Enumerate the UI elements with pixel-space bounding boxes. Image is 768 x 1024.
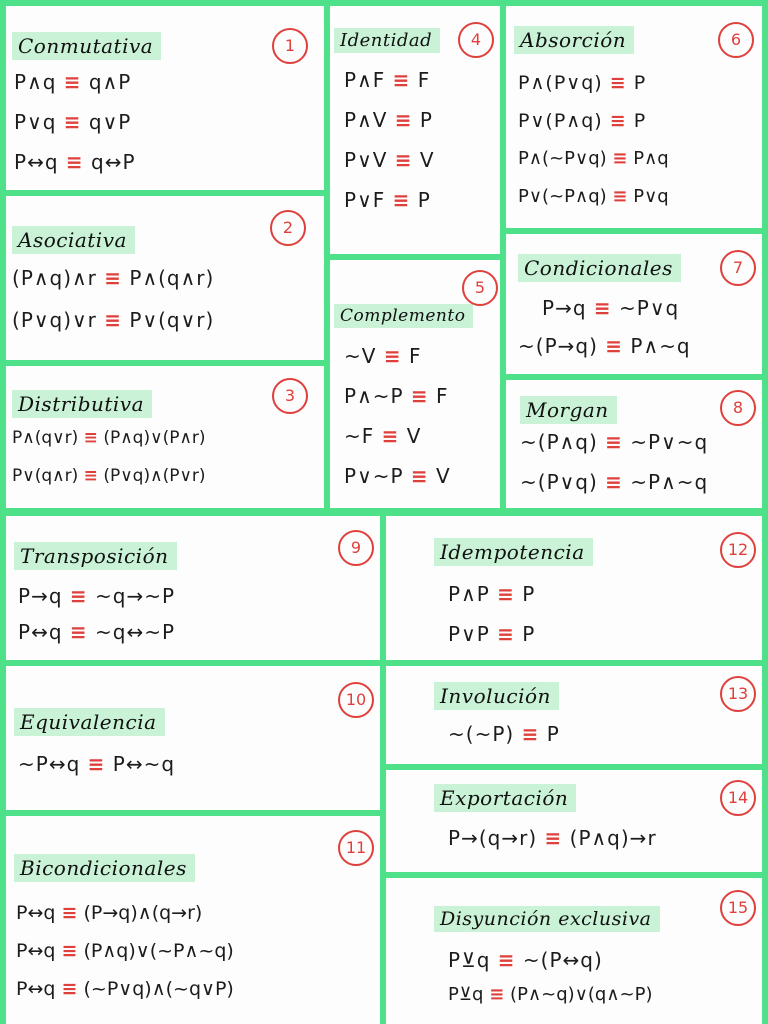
law-line: P∨P ≡ P [448,622,536,646]
law-line: P∨(q∧r) ≡ (P∨q)∧(P∨r) [12,466,206,486]
law-line: ~(P∨q) ≡ ~P∧~q [520,470,709,494]
law-line: P∧~P ≡ F [344,384,449,408]
law-line: P↔q ≡ (~P∨q)∧(~q∨P) [16,978,234,1000]
law-line: P→(q→r) ≡ (P∧q)→r [448,826,657,850]
law-line: P∨q ≡ q∨P [14,110,132,134]
card-title: Disyunción exclusiva [434,906,660,932]
card-number-badge: 11 [338,830,374,866]
law-line: P∧(~P∨q) ≡ P∧q [518,148,669,169]
card-bicondicionales [6,816,380,1024]
card-number-badge: 4 [458,22,494,58]
card-number-badge: 2 [270,210,306,246]
card-equivalencia [6,666,380,810]
card-title: Bicondicionales [14,854,195,882]
card-distributiva [6,366,324,508]
law-line: P↔q ≡ ~q↔~P [18,620,176,644]
card-identidad [330,6,500,254]
law-line: P∧P ≡ P [448,582,536,606]
card-number-badge: 15 [720,890,756,926]
card-number-badge: 9 [338,530,374,566]
law-line: (P∧q)∧r ≡ P∧(q∧r) [12,266,215,290]
card-number-badge: 8 [720,390,756,426]
card-asociativa [6,196,324,360]
law-line: P↔q ≡ (P∧q)∨(~P∧~q) [16,940,234,962]
card-number-badge: 7 [720,250,756,286]
card-number-badge: 5 [462,270,498,306]
card-title: Equivalencia [14,708,165,736]
card-title: Transposición [14,542,177,570]
card-absorcion [506,6,762,228]
law-line: ~(~P) ≡ P [448,722,560,746]
law-line: P→q ≡ ~P∨q [542,296,680,320]
law-line: ~(P∧q) ≡ ~P∨~q [520,430,709,454]
law-line: ~P↔q ≡ P↔~q [18,752,176,776]
law-line: P∨V ≡ V [344,148,435,172]
card-conmutativa [6,6,324,190]
card-title: Conmutativa [12,32,161,60]
law-line: P∨F ≡ P [344,188,431,212]
card-transposicion [6,516,380,660]
law-line: P∨(~P∧q) ≡ P∨q [518,186,669,207]
law-line: P∨~P ≡ V [344,464,451,488]
law-line: P⊻q ≡ ~(P↔q) [448,948,603,972]
card-number-badge: 3 [272,378,308,414]
card-exportacion [386,770,762,872]
card-title: Distributiva [12,390,152,418]
card-title: Morgan [520,396,617,424]
card-number-badge: 12 [720,532,756,568]
card-title: Involución [434,682,559,710]
card-number-badge: 10 [338,682,374,718]
law-line: P∧V ≡ P [344,108,433,132]
card-title: Idempotencia [434,538,593,566]
card-idempotencia [386,516,762,660]
card-title: Condicionales [518,254,681,282]
law-line: ~(P→q) ≡ P∧~q [518,334,691,358]
law-line: P∧q ≡ q∧P [14,70,132,94]
law-line: P→q ≡ ~q→~P [18,584,176,608]
law-line: P∧(P∨q) ≡ P [518,72,647,94]
card-involucion [386,666,762,764]
card-title: Identidad [334,28,440,53]
card-number-badge: 14 [720,780,756,816]
law-line: P↔q ≡ q↔P [14,150,136,174]
card-title: Absorción [514,26,634,54]
card-title: Complemento [334,304,473,328]
law-line: ~F ≡ V [344,424,422,448]
card-disyuncion-exclusiva [386,878,762,1024]
card-number-badge: 1 [272,28,308,64]
card-condicionales [506,234,762,374]
law-line: P↔q ≡ (P→q)∧(q→r) [16,902,203,924]
card-number-badge: 13 [720,676,756,712]
law-line: P∨(P∧q) ≡ P [518,110,647,132]
law-line: (P∨q)∨r ≡ P∨(q∨r) [12,308,215,332]
card-number-badge: 6 [718,22,754,58]
card-morgan [506,380,762,508]
law-line: P⊻q ≡ (P∧~q)∨(q∧~P) [448,984,653,1005]
card-complemento [330,260,500,508]
card-title: Exportación [434,784,576,812]
law-line: P∧(q∨r) ≡ (P∧q)∨(P∧r) [12,428,206,448]
card-title: Asociativa [12,226,135,254]
law-line: P∧F ≡ F [344,68,431,92]
law-line: ~V ≡ F [344,344,422,368]
